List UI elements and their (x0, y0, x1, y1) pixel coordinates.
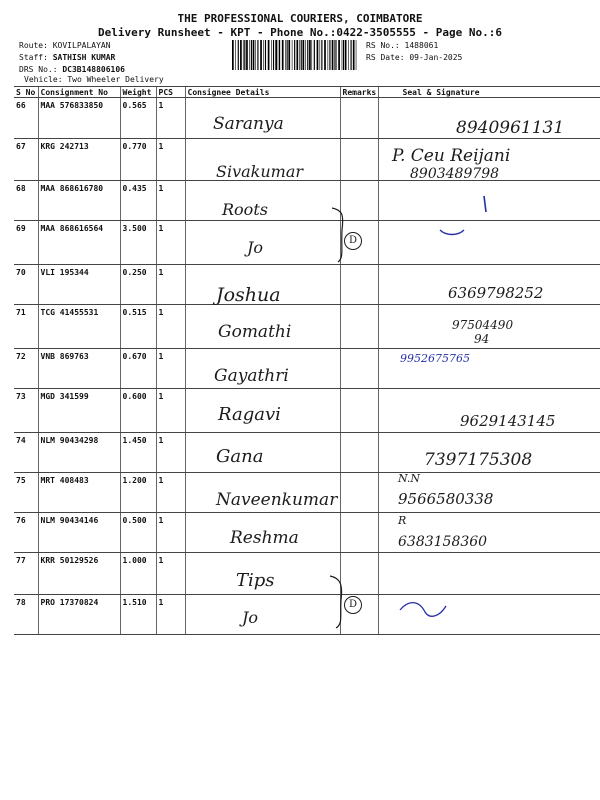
table-row (14, 513, 600, 553)
cell-pcs: 1 (156, 305, 185, 349)
cell-weight: 1.510 (120, 595, 156, 635)
cell-signature (378, 595, 600, 635)
cell-weight: 1.000 (120, 553, 156, 595)
cell-pcs: 1 (156, 265, 185, 305)
cell-weight: 3.500 (120, 221, 156, 265)
table-row (14, 139, 600, 181)
cell-remarks (340, 389, 378, 433)
cell-pcs: 1 (156, 139, 185, 181)
handwritten-name: Sivakumar (216, 162, 304, 181)
table-row (14, 98, 600, 139)
cell-consignment: KRG 242713 (38, 139, 120, 181)
cell-weight: 0.515 (120, 305, 156, 349)
rs-date-value: 09-Jan-2025 (409, 53, 463, 62)
cell-sno: 68 (14, 181, 38, 221)
cell-consignee (185, 513, 340, 553)
handwritten-name: Joshua (216, 284, 281, 306)
table-row (14, 349, 600, 389)
handwritten-name: Ragavi (218, 404, 281, 425)
staff-line (19, 53, 115, 62)
cell-consignee (185, 553, 340, 595)
cell-consignment: PRO 17370824 (38, 595, 120, 635)
cell-consignment: MAA 868616780 (38, 181, 120, 221)
col-pcs: PCS (156, 87, 185, 98)
cell-weight: 0.435 (120, 181, 156, 221)
handwritten-name: Jo (242, 608, 259, 627)
cell-pcs: 1 (156, 181, 185, 221)
circled-mark: D (344, 232, 362, 250)
cell-weight: 0.250 (120, 265, 156, 305)
cell-remarks (340, 98, 378, 139)
table-row (14, 595, 600, 635)
handwritten-phone: 94 (474, 332, 490, 346)
cell-consignee (185, 305, 340, 349)
cell-signature (378, 433, 600, 473)
cell-remarks (340, 139, 378, 181)
cell-remarks (340, 595, 378, 635)
col-consignment: Consignment No (38, 87, 120, 98)
cell-consignee (185, 595, 340, 635)
cell-sno: 71 (14, 305, 38, 349)
table-row (14, 181, 600, 221)
col-sno: S No (14, 87, 38, 98)
cell-consignment: MRT 408483 (38, 473, 120, 513)
table-row (14, 265, 600, 305)
route-line (19, 41, 111, 50)
cell-pcs: 1 (156, 473, 185, 513)
cell-weight: 1.200 (120, 473, 156, 513)
cell-sno: 72 (14, 349, 38, 389)
cell-pcs: 1 (156, 389, 185, 433)
cell-sno: 77 (14, 553, 38, 595)
cell-sno: 70 (14, 265, 38, 305)
cell-weight: 0.770 (120, 139, 156, 181)
cell-consignee (185, 433, 340, 473)
cell-consignment: MAA 576833850 (38, 98, 120, 139)
handwritten-name: Reshma (230, 528, 299, 548)
cell-signature (378, 181, 600, 221)
cell-signature (378, 389, 600, 433)
cell-remarks (340, 305, 378, 349)
cell-sno: 66 (14, 98, 38, 139)
rs-no-value: 1488061 (404, 41, 439, 50)
cell-consignment: VLI 195344 (38, 265, 120, 305)
cell-signature (378, 265, 600, 305)
cell-weight: 0.600 (120, 389, 156, 433)
cell-signature (378, 98, 600, 139)
cell-consignment: VNB 869763 (38, 349, 120, 389)
cell-signature (378, 305, 600, 349)
cell-consignee (185, 349, 340, 389)
handwritten-name: Roots (222, 200, 268, 219)
col-remarks: Remarks (340, 87, 378, 98)
handwritten-name: Gana (216, 446, 264, 467)
table-row (14, 389, 600, 433)
col-weight: Weight (120, 87, 156, 98)
cell-consignee (185, 181, 340, 221)
table-row (14, 433, 600, 473)
cell-sno: 73 (14, 389, 38, 433)
handwritten-name: Gomathi (218, 322, 292, 342)
handwritten-phone: 8903489798 (410, 166, 500, 182)
cell-sno: 74 (14, 433, 38, 473)
handwritten-name: Naveenkumar (216, 490, 338, 510)
cell-consignee (185, 473, 340, 513)
cell-consignment: MGD 341599 (38, 389, 120, 433)
rs-no-label: RS No.: (366, 41, 400, 50)
cell-consignee (185, 139, 340, 181)
cell-remarks (340, 433, 378, 473)
vehicle-label: Vehicle: (24, 75, 63, 84)
handwritten-phone: 9566580338 (398, 490, 494, 508)
cell-pcs: 1 (156, 98, 185, 139)
drs-value: DC3B148806106 (62, 65, 125, 74)
handwritten-signature: N.N (398, 472, 421, 485)
cell-weight: 0.565 (120, 98, 156, 139)
staff-label: Staff: (19, 53, 48, 62)
rs-no-line (366, 41, 438, 50)
cell-signature (378, 349, 600, 389)
cell-weight: 0.500 (120, 513, 156, 553)
handwritten-phone: 6383158360 (398, 534, 488, 550)
cell-consignment: NLM 90434146 (38, 513, 120, 553)
company-title: THE PROFESSIONAL COURIERS, COIMBATORE (177, 12, 423, 25)
cell-remarks (340, 349, 378, 389)
handwritten-signature: R (398, 514, 407, 527)
cell-sno: 76 (14, 513, 38, 553)
cell-sno: 67 (14, 139, 38, 181)
drs-line (19, 65, 125, 74)
cell-consignment: TCG 41455531 (38, 305, 120, 349)
cell-weight: 1.450 (120, 433, 156, 473)
cell-sno: 69 (14, 221, 38, 265)
cell-remarks (340, 553, 378, 595)
rs-date-label: RS Date: (366, 53, 405, 62)
col-consignee: Consignee Details (185, 87, 340, 98)
handwritten-phone: 9952675765 (400, 352, 470, 365)
cell-remarks (340, 473, 378, 513)
cell-signature (378, 221, 600, 265)
cell-pcs: 1 (156, 513, 185, 553)
handwritten-phone: 7397175308 (424, 450, 533, 470)
vehicle-value: Two Wheeler Delivery (67, 75, 164, 84)
cell-sno: 78 (14, 595, 38, 635)
staff-value: SATHISH KUMAR (52, 53, 116, 62)
cell-pcs: 1 (156, 553, 185, 595)
handwritten-name: Tips (236, 570, 275, 591)
cell-remarks (340, 181, 378, 221)
rs-date-line (366, 53, 462, 62)
table-row (14, 553, 600, 595)
cell-consignee (185, 389, 340, 433)
handwritten-name: Saranya (213, 114, 284, 134)
vehicle-line (24, 75, 164, 84)
cell-pcs: 1 (156, 349, 185, 389)
handwritten-phone: 97504490 (452, 318, 514, 332)
cell-consignment: NLM 90434298 (38, 433, 120, 473)
table-row (14, 473, 600, 513)
cell-remarks (340, 265, 378, 305)
col-signature: Seal & Signature (378, 87, 600, 98)
cell-consignee (185, 265, 340, 305)
table-row (14, 221, 600, 265)
drs-label: DRS No.: (19, 65, 58, 74)
cell-consignment: MAA 868616564 (38, 221, 120, 265)
circled-mark: D (344, 596, 362, 614)
runsheet-table (14, 86, 600, 635)
table-header (14, 87, 600, 98)
handwritten-name: Jo (247, 238, 264, 257)
barcode (232, 40, 357, 70)
handwritten-phone: 8940961131 (456, 118, 565, 138)
cell-pcs: 1 (156, 221, 185, 265)
route-label: Route: (19, 41, 48, 50)
runsheet-subtitle: Delivery Runsheet - KPT - Phone No.:0422-3505555 - Page No.:6 (98, 26, 502, 39)
cell-signature (378, 513, 600, 553)
route-value: KOVILPALAYAN (52, 41, 111, 50)
cell-signature (378, 473, 600, 513)
cell-signature (378, 553, 600, 595)
table-row (14, 305, 600, 349)
cell-consignee (185, 221, 340, 265)
handwritten-name: Gayathri (214, 366, 289, 386)
handwritten-phone: 6369798252 (448, 284, 544, 302)
cell-weight: 0.670 (120, 349, 156, 389)
cell-remarks (340, 221, 378, 265)
cell-remarks (340, 513, 378, 553)
cell-consignee (185, 98, 340, 139)
cell-pcs: 1 (156, 433, 185, 473)
cell-signature (378, 139, 600, 181)
handwritten-signature: P. Ceu Reijani (392, 146, 511, 166)
cell-sno: 75 (14, 473, 38, 513)
handwritten-phone: 9629143145 (460, 412, 556, 430)
cell-pcs: 1 (156, 595, 185, 635)
cell-consignment: KRR 50129526 (38, 553, 120, 595)
